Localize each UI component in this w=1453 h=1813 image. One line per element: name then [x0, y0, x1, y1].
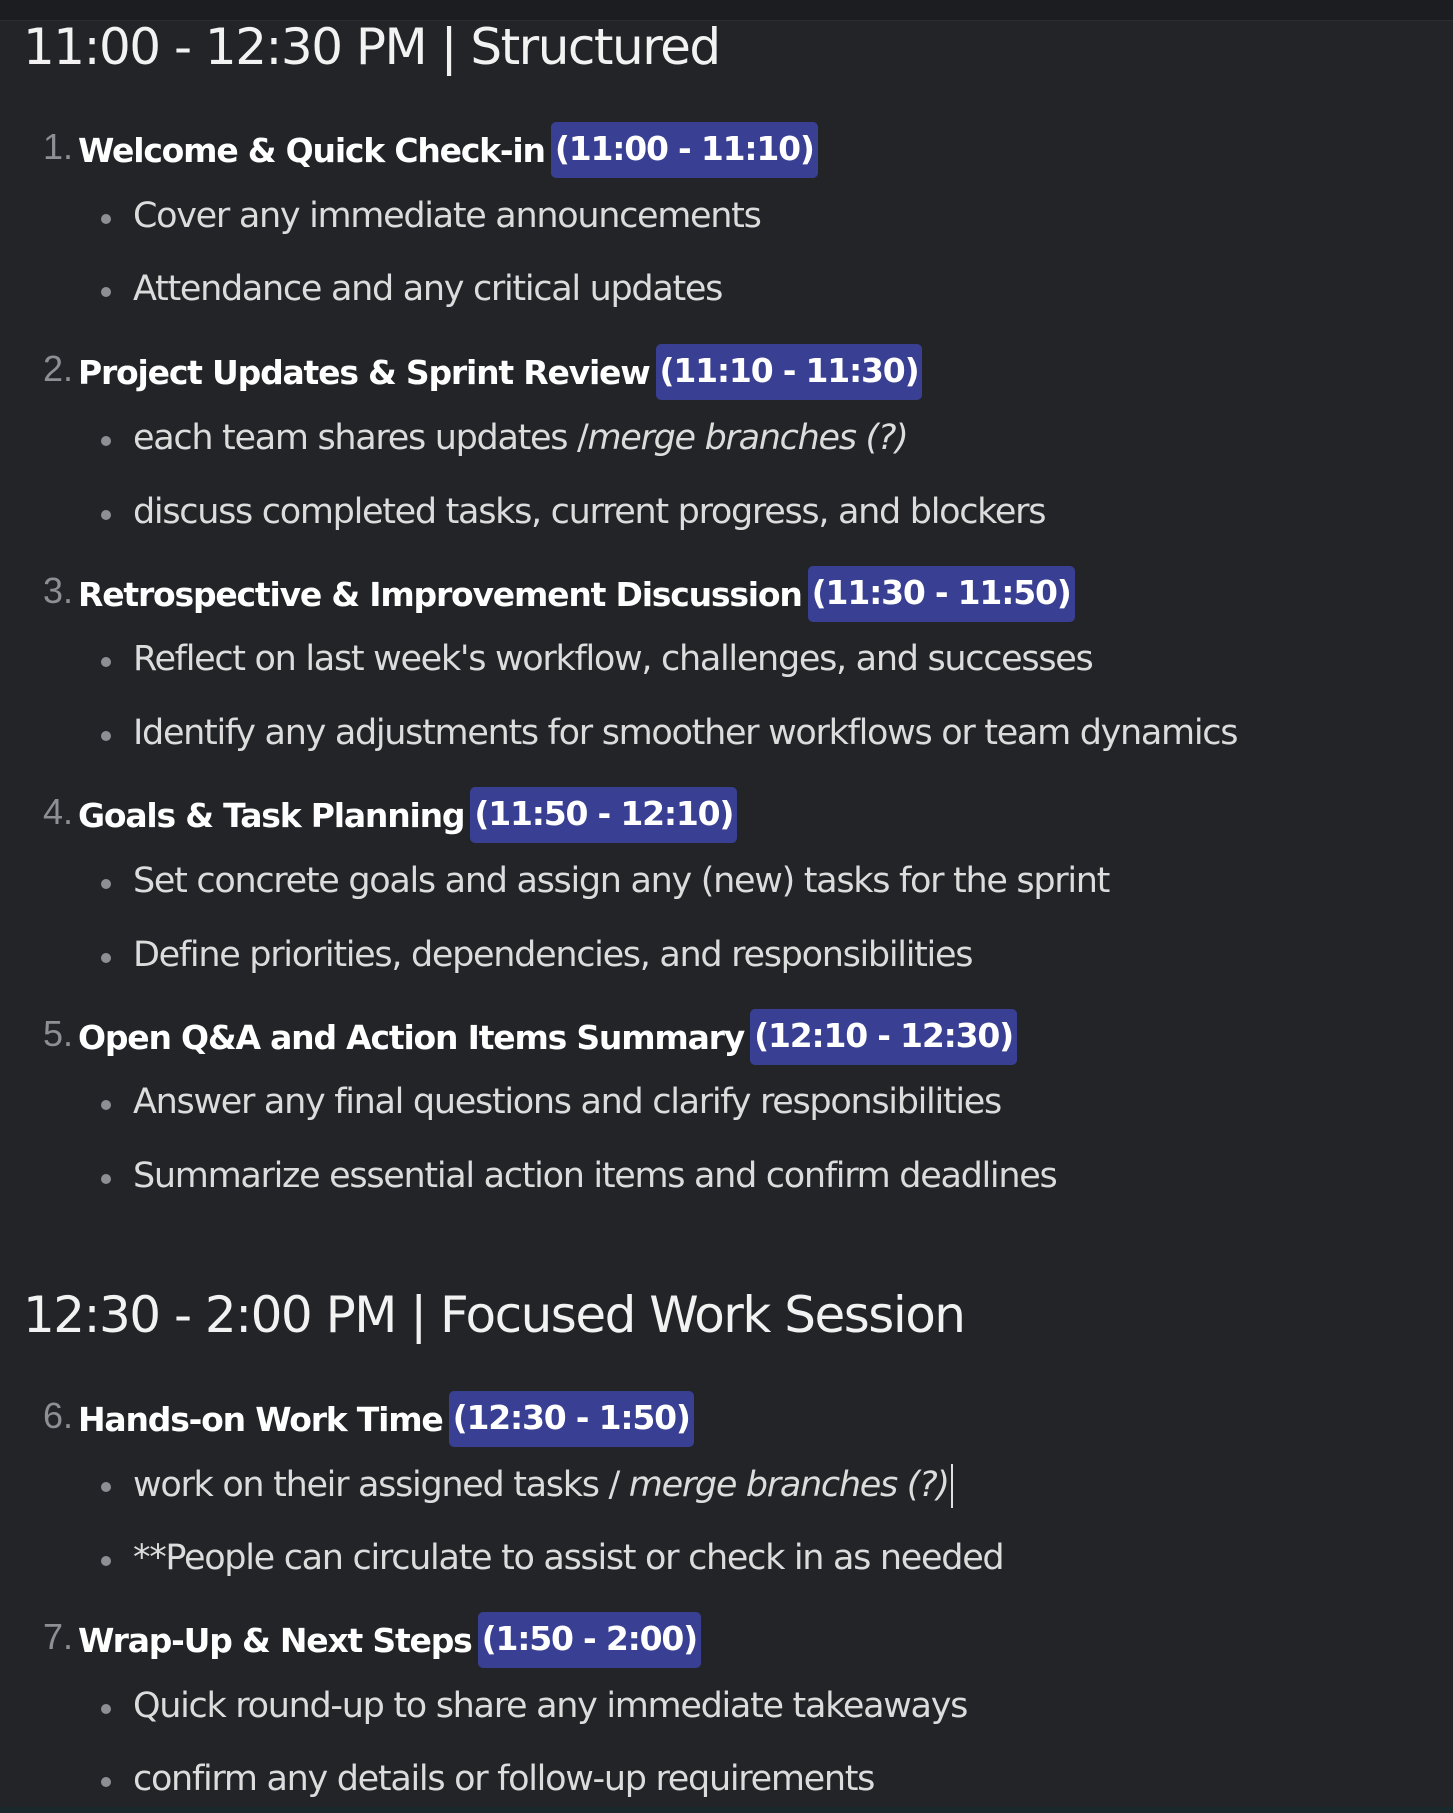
bullet-dot-icon	[101, 1777, 111, 1787]
bullet-text-italic: merge branches (?)	[587, 418, 908, 458]
bullet-text	[133, 1464, 953, 1508]
bullet-text: Summarize essential action items and confirm deadlines	[133, 1156, 1057, 1196]
item-number: 1.	[43, 126, 74, 167]
bullet-text: Reflect on last week's workflow, challenges, and successes	[133, 639, 1093, 679]
bullet-dot-icon	[101, 731, 111, 741]
time-highlight: (11:30 - 11:50)	[808, 566, 1075, 622]
bullet-text: Set concrete goals and assign any (new) tasks for the sprint	[133, 861, 1110, 901]
bullet-dot-icon	[101, 510, 111, 520]
time-highlight: (1:50 - 2:00)	[478, 1612, 701, 1668]
bullet-text: Attendance and any critical updates	[133, 269, 723, 309]
bullet-dot-icon	[101, 1556, 111, 1566]
bullet-text: Identify any adjustments for smoother workflows or team dynamics	[133, 713, 1238, 753]
item-number: 5.	[43, 1013, 74, 1054]
bullet-text: Answer any final questions and clarify responsibilities	[133, 1082, 1001, 1122]
item-number: 7.	[43, 1616, 74, 1657]
item-title: Project Updates & Sprint Review	[78, 352, 650, 392]
time-highlight: (11:50 - 12:10)	[470, 787, 737, 843]
item-title: Goals & Task Planning	[78, 795, 465, 835]
bullet-dot-icon	[101, 214, 111, 224]
bullet-dot-icon	[101, 953, 111, 963]
bullet-dot-icon	[101, 657, 111, 667]
bullet-text: Define priorities, dependencies, and responsibilities	[133, 935, 973, 975]
bullet-text-plain: work on their assigned tasks /	[133, 1465, 629, 1505]
section-heading-focused-work[interactable]: 12:30 - 2:00 PM | Focused Work Session	[23, 1286, 965, 1344]
item-title: Retrospective & Improvement Discussion	[78, 574, 802, 614]
bullet-dot-icon	[101, 1100, 111, 1110]
item-title: Open Q&A and Action Items Summary	[78, 1017, 745, 1057]
bullet-dot-icon	[101, 1704, 111, 1714]
bullet-dot-icon	[101, 436, 111, 446]
bullet-dot-icon	[101, 879, 111, 889]
time-highlight: (11:00 - 11:10)	[551, 122, 818, 178]
item-number: 4.	[43, 791, 74, 832]
item-title: Hands-on Work Time	[78, 1399, 443, 1439]
item-number: 2.	[43, 348, 74, 389]
item-number: 3.	[43, 570, 74, 611]
editor-bottom-edge	[0, 1807, 1453, 1813]
bullet-text-plain: each team shares updates /	[133, 418, 588, 458]
time-highlight: (12:30 - 1:50)	[449, 1391, 694, 1447]
bullet-text-italic: merge branches (?)	[628, 1465, 949, 1505]
bullet-text: **People can circulate to assist or check in as needed	[133, 1538, 1004, 1578]
bullet-dot-icon	[101, 1482, 111, 1492]
item-number: 6.	[43, 1395, 74, 1436]
bullet-dot-icon	[101, 287, 111, 297]
bullet-text: Cover any immediate announcements	[133, 196, 761, 236]
item-title: Wrap-Up & Next Steps	[78, 1620, 472, 1660]
time-highlight: (11:10 - 11:30)	[656, 344, 923, 400]
bullet-text: Quick round-up to share any immediate takeaways	[133, 1686, 968, 1726]
section-heading-structured[interactable]: 11:00 - 12:30 PM | Structured	[23, 18, 720, 76]
bullet-text	[133, 418, 907, 458]
bullet-text: discuss completed tasks, current progress, and blockers	[133, 492, 1046, 532]
bullet-text: confirm any details or follow-up requirements	[133, 1759, 875, 1799]
text-cursor	[951, 1464, 953, 1508]
bullet-dot-icon	[101, 1174, 111, 1184]
item-title: Welcome & Quick Check-in	[78, 130, 545, 170]
time-highlight: (12:10 - 12:30)	[750, 1009, 1017, 1065]
